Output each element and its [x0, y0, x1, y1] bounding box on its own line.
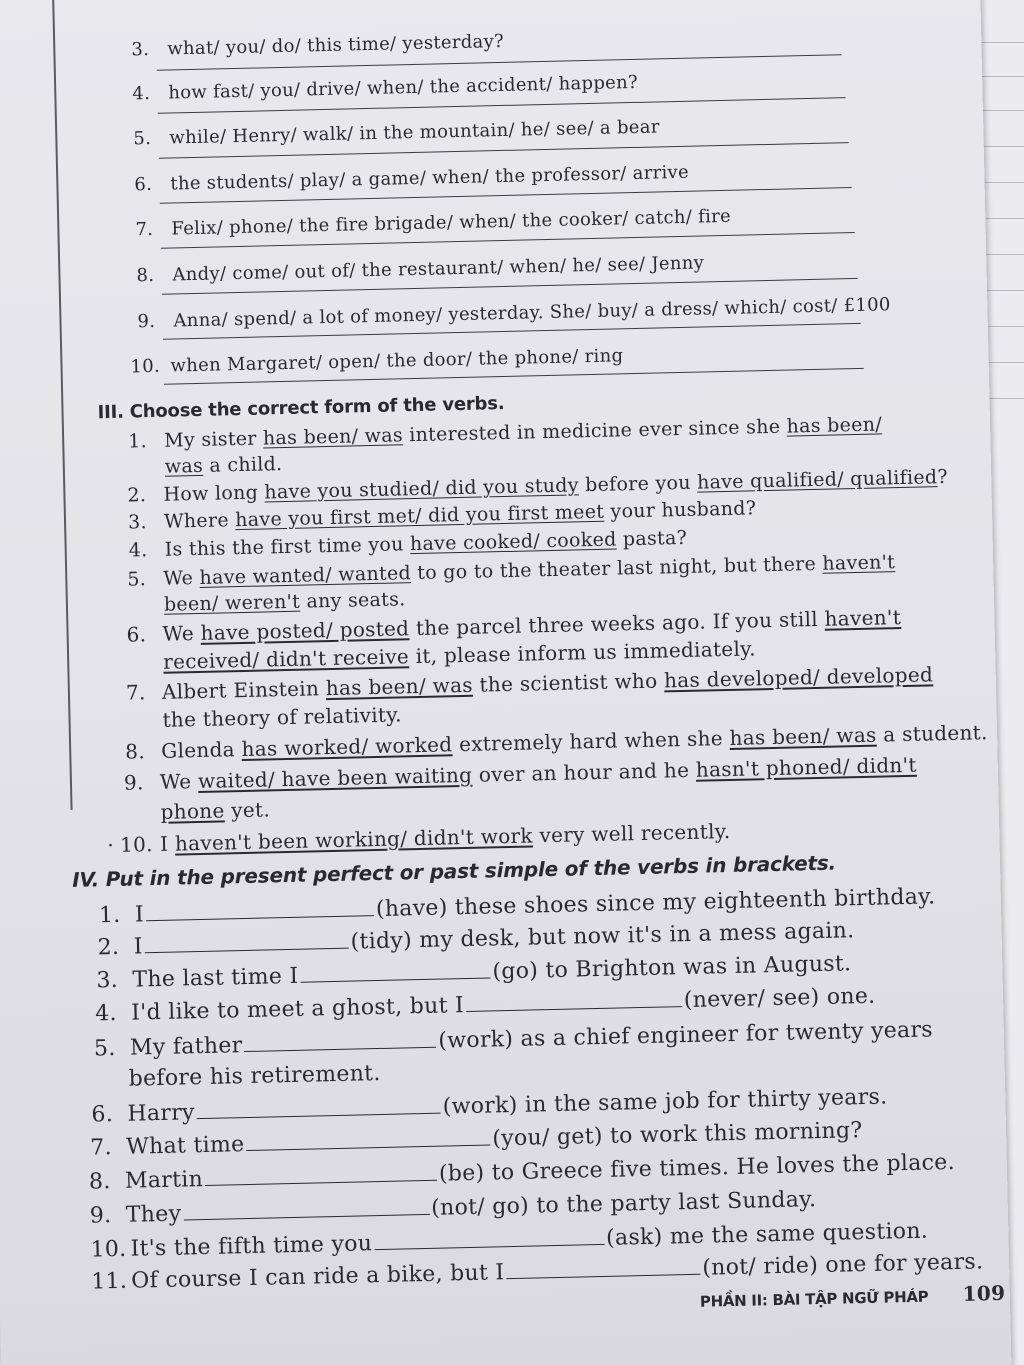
list-item: 5. We have wanted/ wanted to go to the theater last night, but there haven't — [127, 551, 896, 591]
list-item: 7. Albert Einstein has been/ was the scientist who has developed/ developed — [125, 662, 934, 705]
answer-blank[interactable] — [466, 1005, 682, 1012]
answer-blank[interactable] — [506, 1273, 700, 1279]
list-item: 9. Anna/ spend/ a lot of money/ yesterday. She/ buy/ a dress/ which/ cost/ £100 — [137, 294, 891, 333]
list-item: 11. Of course I can ride a bike, but I (not/ ride) one for years. — [91, 1249, 984, 1295]
list-item: 5. My father (work) as a chief engineer for twenty years — [93, 1017, 934, 1062]
list-item: 8. Andy/ come/ out of/ the restaurant/ when/ he/ see/ Jenny — [136, 252, 705, 287]
page-footer — [700, 1281, 1006, 1312]
answer-blank[interactable] — [145, 947, 349, 954]
list-item: · 10. I haven't been working/ didn't work very well recently. — [107, 818, 731, 858]
answer-blank[interactable] — [301, 976, 491, 982]
list-item: 6. Harry (work) in the same job for thirty years. — [91, 1084, 888, 1128]
answer-blank[interactable] — [146, 914, 374, 921]
page-number: 109 — [962, 1280, 1006, 1306]
footer-section-title: PHẦN II: BÀI TẬP NGỮ PHÁP — [699, 1287, 929, 1311]
list-item: 4. Is this the first time you have cooked/ cooked pasta? — [128, 526, 688, 562]
list-item: 9. We waited/ have been waiting over an hour and he hasn't phoned/ didn't — [123, 752, 917, 795]
answer-blank[interactable] — [247, 1143, 491, 1151]
section-4-heading: IV. Put in the present perfect or past simple of the verbs in brackets. — [71, 850, 837, 892]
list-item: 8. Martin (be) to Greece five times. He loves the place. — [88, 1149, 956, 1195]
list-item-continued: received/ didn't receive it, please inform us immediately. — [162, 636, 756, 674]
list-item: 10. It's the fifth time you (ask) me the same question. — [90, 1218, 929, 1263]
answer-blank[interactable] — [205, 1179, 437, 1186]
list-item: 6. the students/ play/ a game/ when/ the professor/ arrive — [134, 161, 690, 196]
list-item-continued: phone yet. — [160, 797, 271, 824]
page-margin-line — [52, 0, 73, 810]
list-item-continued: the theory of relativity. — [162, 702, 403, 732]
list-item: 2. How long have you studied/ did you study before you have qualified/ qualified? — [127, 465, 949, 507]
answer-blank[interactable] — [197, 1112, 441, 1120]
list-item: 5. while/ Henry/ walk/ in the mountain/ he/ see/ a bear — [133, 116, 660, 150]
list-item: 1. I (have) these shoes since my eighteenth birthday. — [98, 884, 936, 929]
list-item: 3. The last time I (go) to Brighton was in August. — [96, 951, 852, 994]
list-item: 3. Where have you first met/ did you first meet your husband? — [127, 497, 757, 534]
list-item: 9. They (not/ go) to the party last Sunday. — [89, 1187, 817, 1229]
list-item-continued: before his retirement. — [128, 1060, 381, 1092]
list-item: 2. I (tidy) my desk, but now it's in a mess again. — [97, 918, 855, 961]
answer-blank[interactable] — [374, 1243, 604, 1250]
list-item: 1. My sister has been/ was interested in medicine ever since she has been/ — [127, 413, 883, 453]
list-item: 4. how fast/ you/ drive/ when/ the accident/ happen? — [132, 71, 639, 105]
list-item: 3. what/ you/ do/ this time/ yesterday? — [131, 30, 505, 61]
section-3-heading: III. Choose the correct form of the verbs. — [97, 392, 505, 424]
list-item: 8. Glenda has worked/ worked extremely hard when she has been/ was a student. — [125, 720, 988, 764]
answer-blank[interactable] — [245, 1046, 437, 1052]
list-item: 7. Felix/ phone/ the fire brigade/ when/ the cooker/ catch/ fire — [135, 205, 732, 241]
answer-blank[interactable] — [183, 1213, 429, 1221]
list-item-continued: was a child. — [164, 453, 283, 478]
list-item-continued: been/ weren't any seats. — [163, 588, 406, 616]
list-item: 4. I'd like to meet a ghost, but I (never/ see) one. — [94, 983, 876, 1027]
list-item: 6. We have posted/ posted the parcel three weeks ago. If you still haven't — [126, 605, 902, 647]
list-item: 10. when Margaret/ open/ the door/ the phone/ ring — [130, 345, 624, 378]
list-item: 7. What time (you/ get) to work this morning? — [89, 1118, 863, 1161]
